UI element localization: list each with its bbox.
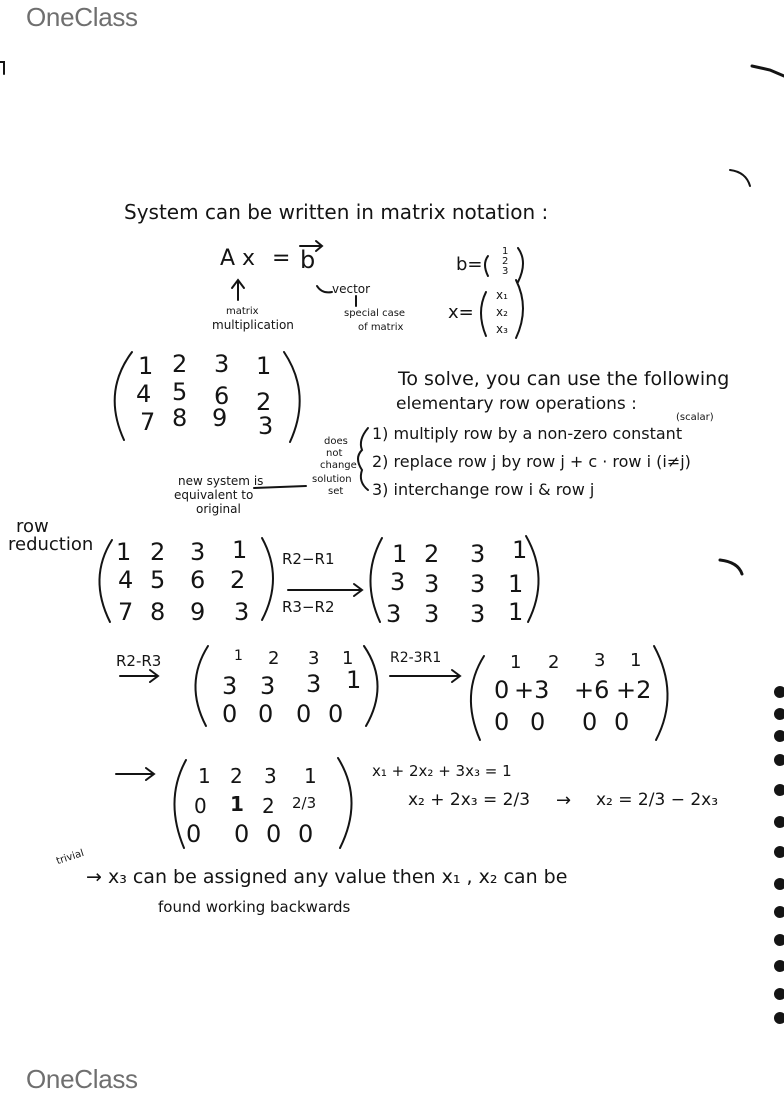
matrix-cell: 8 bbox=[172, 404, 188, 432]
matrix-cell: 2 bbox=[230, 566, 246, 594]
matrix-cell: 3 bbox=[386, 600, 402, 628]
matrix-cell: 1 bbox=[234, 648, 243, 664]
equation-lhs: A x bbox=[220, 246, 256, 271]
matrix-cell: 1 bbox=[630, 650, 642, 671]
scalar-note: (scalar) bbox=[676, 412, 714, 423]
row-op-3: 3) interchange row i & row j bbox=[372, 480, 595, 499]
brace-note-4: solution bbox=[312, 474, 352, 485]
matrix-cell: +6 bbox=[574, 676, 610, 704]
matrix-cell: 1 bbox=[138, 352, 154, 380]
matrix-cell: 3 bbox=[594, 650, 606, 671]
matrix-cell: 1 bbox=[508, 570, 524, 598]
matrix-cell: 3 bbox=[470, 570, 486, 598]
matrix-cell: 3 bbox=[424, 600, 440, 628]
brace-note-3: change bbox=[320, 460, 357, 471]
matrix-cell: 0 bbox=[328, 700, 344, 728]
matrix-cell: 3 bbox=[190, 538, 206, 566]
brace-note-2: not bbox=[326, 448, 343, 459]
matrix-cell: 8 bbox=[150, 598, 166, 626]
equation-eq: = bbox=[272, 246, 291, 271]
op-r2-3r1: R2-3R1 bbox=[390, 650, 442, 666]
matrix-cell: 3 bbox=[470, 600, 486, 628]
b-def: b= bbox=[456, 254, 483, 275]
matrix-cell: 3 bbox=[470, 540, 486, 568]
matrix-cell: 0 bbox=[298, 820, 314, 848]
matrix-cell: 1 bbox=[198, 764, 211, 788]
matrix-cell: +3 bbox=[514, 676, 550, 704]
multiplication-label: multiplication bbox=[212, 318, 294, 332]
vector-label: vector bbox=[332, 282, 371, 296]
equation-2: x₂ + 2x₃ = 2/3 bbox=[408, 790, 531, 810]
x-entry-1: x₁ bbox=[496, 288, 508, 302]
matrix-cell: 3 bbox=[264, 764, 277, 788]
matrix-cell: 1 bbox=[342, 648, 354, 669]
row-op-1: 1) multiply row by a non-zero constant bbox=[372, 424, 683, 443]
matrix-cell: 0 bbox=[494, 708, 510, 736]
matrix-cell: 1 bbox=[392, 540, 408, 568]
matrix-cell: 0 bbox=[222, 700, 238, 728]
row-reduction-label-1: row bbox=[16, 516, 49, 537]
matrix-cell: 1 bbox=[346, 666, 362, 694]
matrix-cell: 7 bbox=[140, 408, 156, 436]
matrix-cell: 1 bbox=[304, 764, 317, 788]
matrix-cell: 1 bbox=[508, 598, 524, 626]
logo-text: OneClass bbox=[26, 1064, 138, 1094]
x-def: x= bbox=[448, 302, 474, 323]
matrix-cell: 3 bbox=[234, 598, 250, 626]
new-system-note-2: equivalent to bbox=[174, 488, 254, 502]
matrix-cell: 7 bbox=[118, 598, 134, 626]
matrix-cell: 2 bbox=[424, 540, 440, 568]
x-entry-3: x₃ bbox=[496, 322, 508, 336]
new-system-note-3: original bbox=[196, 502, 241, 516]
matrix-cell: 9 bbox=[190, 598, 206, 626]
matrix-cell: 1 bbox=[256, 352, 272, 380]
matrix-cell: 3 bbox=[214, 350, 230, 378]
matrix-cell: 2 bbox=[256, 388, 272, 416]
op-r3-r2: R3−R2 bbox=[282, 598, 335, 616]
row-op-2: 2) replace row j by row j + c · row i (i≠j) bbox=[372, 452, 691, 471]
matrix-cell: 3 bbox=[424, 570, 440, 598]
matrix-cell: 3 bbox=[222, 672, 238, 700]
equation-result: x₂ = 2/3 − 2x₃ bbox=[596, 790, 719, 810]
matrix-cell: 1 bbox=[116, 538, 132, 566]
to-solve-line2: elementary row operations : bbox=[396, 394, 637, 414]
matrix-cell: +2 bbox=[616, 676, 652, 704]
heading: System can be written in matrix notation : bbox=[124, 200, 549, 224]
matrix-cell: 2 bbox=[548, 652, 560, 673]
conclusion-line2: found working backwards bbox=[158, 898, 351, 916]
side-note: trivial bbox=[54, 847, 86, 868]
new-system-note-1: new system is bbox=[178, 474, 264, 488]
brace-note-5: set bbox=[328, 486, 344, 497]
matrix-cell: 0 bbox=[296, 700, 312, 728]
matrix-label: matrix bbox=[226, 306, 259, 317]
matrix-cell: 2 bbox=[172, 350, 188, 378]
matrix-cell: 6 bbox=[214, 382, 230, 410]
b-entry-2: 2 bbox=[502, 256, 509, 267]
matrix-cell: 3 bbox=[308, 648, 320, 669]
matrix-cell: 0 bbox=[258, 700, 274, 728]
matrix-cell: 2/3 bbox=[292, 794, 317, 812]
matrix-cell: 2 bbox=[230, 764, 243, 788]
matrix-cell: 1 bbox=[230, 792, 244, 816]
equation-arrow: → bbox=[556, 790, 572, 811]
matrix-cell: 0 bbox=[186, 820, 202, 848]
matrix-cell: 6 bbox=[190, 566, 206, 594]
matrix-cell: 3 bbox=[258, 412, 274, 440]
op-r2-r1: R2−R1 bbox=[282, 550, 335, 568]
op-r2-r3: R2-R3 bbox=[116, 652, 162, 670]
matrix-cell: 0 bbox=[194, 794, 207, 818]
x-entry-2: x₂ bbox=[496, 305, 508, 319]
conclusion-line1: → x₃ can be assigned any value then x₁ , x₂ can be bbox=[86, 866, 568, 888]
b-entry-1: 1 bbox=[502, 246, 509, 257]
special-case-label: special case bbox=[344, 308, 406, 319]
to-solve-line1: To solve, you can use the following bbox=[398, 368, 730, 390]
matrix-cell: 0 bbox=[614, 708, 630, 736]
matrix-cell: 0 bbox=[266, 820, 282, 848]
of-matrix-label: of matrix bbox=[358, 322, 404, 333]
matrix-cell: 5 bbox=[172, 378, 188, 406]
matrix-cell: 4 bbox=[136, 380, 152, 408]
equation-1: x₁ + 2x₂ + 3x₃ = 1 bbox=[372, 762, 512, 780]
matrix-cell: 1 bbox=[510, 652, 522, 673]
matrix-cell: 2 bbox=[262, 794, 275, 818]
matrix-cell: 9 bbox=[212, 404, 228, 432]
b-entry-3: 3 bbox=[502, 266, 509, 277]
row-reduction-label-2: reduction bbox=[8, 534, 94, 555]
matrix-cell: 1 bbox=[512, 536, 528, 564]
matrix-cell: 3 bbox=[260, 672, 276, 700]
matrix-cell: 0 bbox=[234, 820, 250, 848]
matrix-cell: 5 bbox=[150, 566, 166, 594]
matrix-cell: 3 bbox=[390, 568, 406, 596]
matrix-cell: 0 bbox=[494, 676, 510, 704]
matrix-cell: 2 bbox=[150, 538, 166, 566]
matrix-cell: 0 bbox=[582, 708, 598, 736]
brace-note-1: does bbox=[324, 436, 348, 447]
equation-rhs: b bbox=[300, 246, 316, 274]
matrix-cell: 1 bbox=[232, 536, 248, 564]
matrix-cell: 2 bbox=[268, 648, 280, 669]
matrix-cell: 3 bbox=[306, 670, 322, 698]
matrix-cell: 4 bbox=[118, 566, 134, 594]
matrix-cell: 0 bbox=[530, 708, 546, 736]
logo-text: OneClass bbox=[26, 2, 138, 32]
